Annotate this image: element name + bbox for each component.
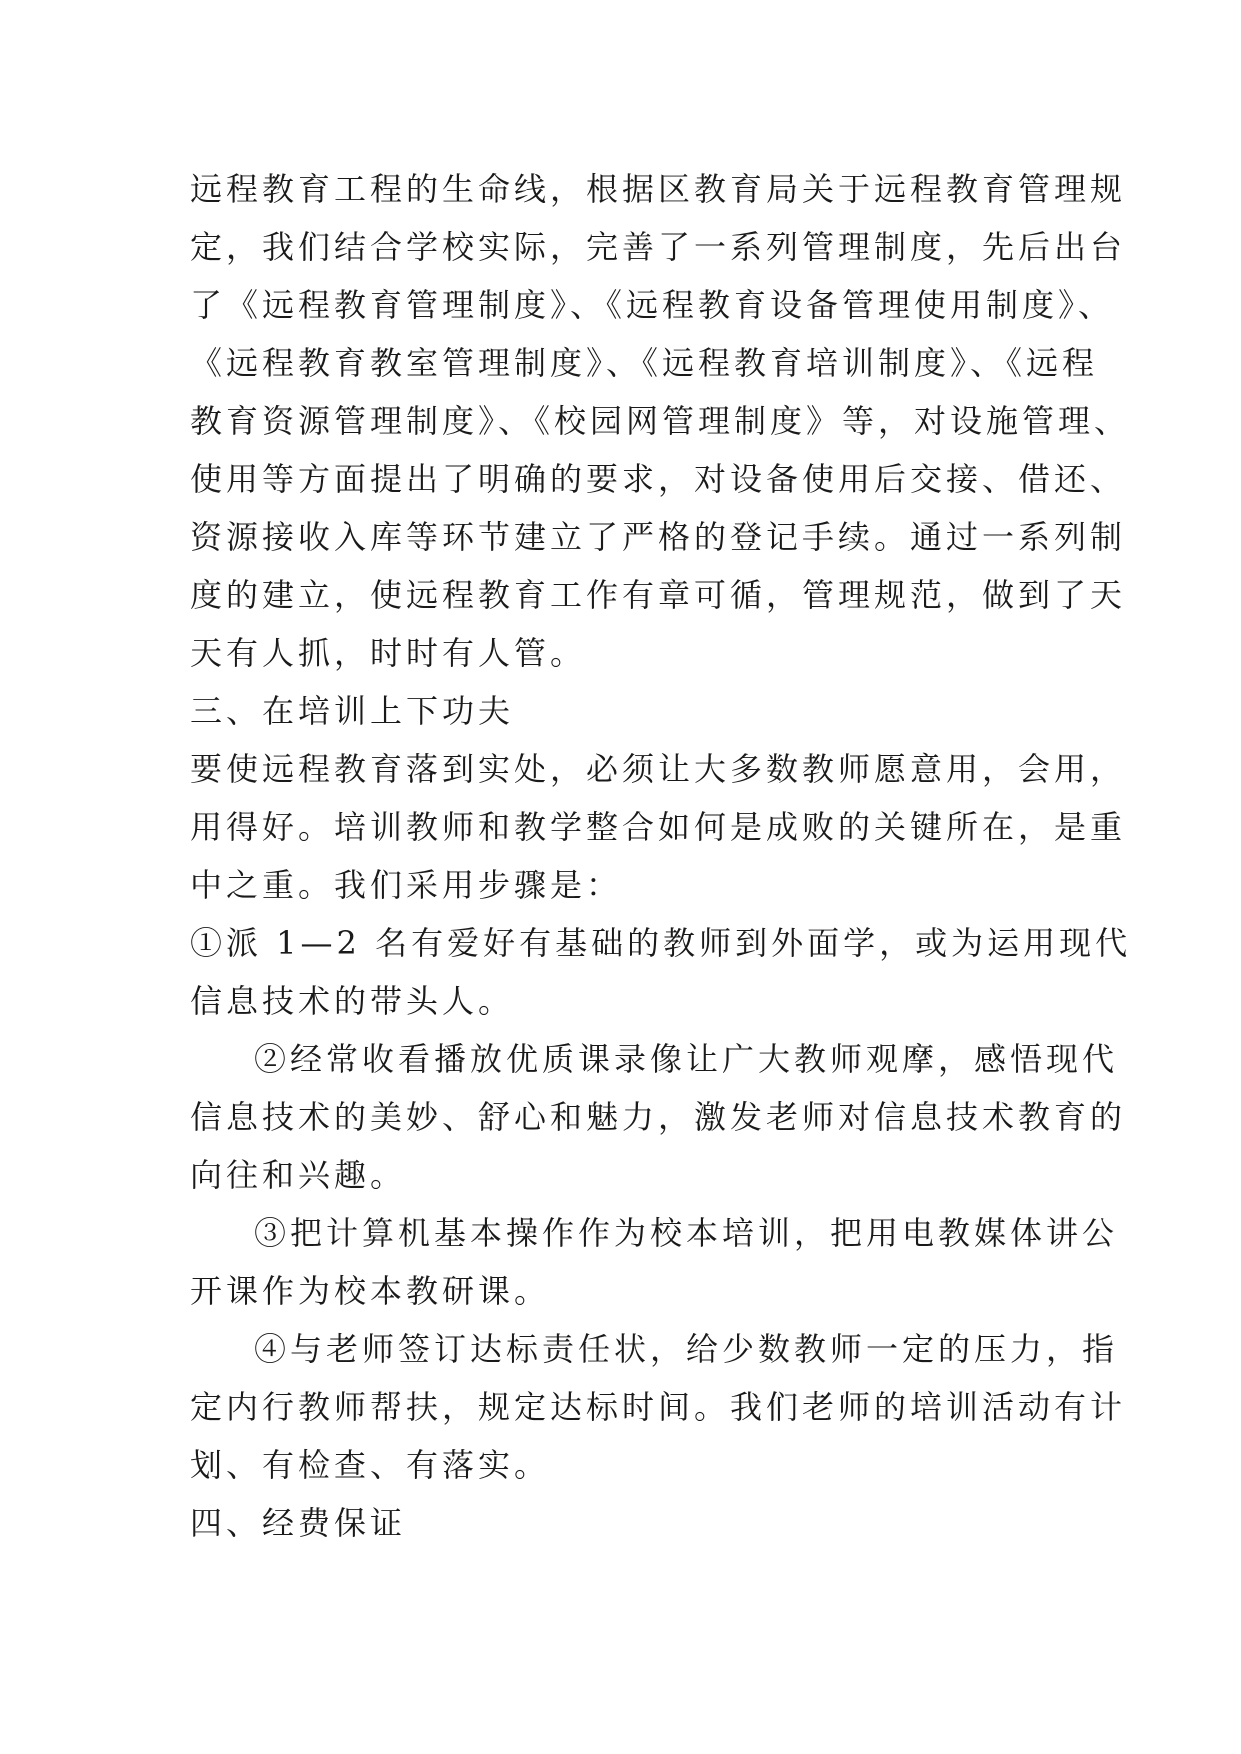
text-line: 定，我们结合学校实际，完善了一系列管理制度，先后出台 xyxy=(190,228,1127,266)
text-line: 教育资源管理制度》、《校园网管理制度》等，对设施管理、 xyxy=(190,402,1131,440)
text-line: 远程教育工程的生命线，根据区教育局关于远程教育管理规 xyxy=(190,170,1127,208)
text-line: 要使远程教育落到实处，必须让大多数教师愿意用，会用， xyxy=(190,750,1127,788)
text-line: 向往和兴趣。 xyxy=(190,1156,407,1194)
text-line: 用得好。培训教师和教学整合如何是成败的关键所在，是重 xyxy=(190,808,1127,846)
text-line: 信息技术的带头人。 xyxy=(190,982,515,1020)
text-line: 资源接收入库等环节建立了严格的登记手续。通过一系列制 xyxy=(190,518,1127,556)
text-line: 定内行教师帮扶，规定达标时间。我们老师的培训活动有计 xyxy=(190,1388,1127,1426)
text-line: 《远程教育教室管理制度》、《远程教育培训制度》、《远程 xyxy=(190,344,1099,382)
section-heading: 三、在培训上下功夫 xyxy=(190,692,515,730)
list-item-line: ③把计算机基本操作作为校本培训，把用电教媒体讲公 xyxy=(254,1214,1119,1252)
text-line: 划、有检查、有落实。 xyxy=(190,1446,551,1484)
text-line: 信息技术的美妙、舒心和魅力，激发老师对信息技术教育的 xyxy=(190,1098,1127,1136)
document-body xyxy=(190,160,1132,1552)
text-line: 度的建立，使远程教育工作有章可循，管理规范，做到了天 xyxy=(190,576,1127,614)
text-line: 使用等方面提出了明确的要求，对设备使用后交接、借还、 xyxy=(190,460,1127,498)
text-line: 中之重。我们采用步骤是： xyxy=(190,866,623,904)
text-line: 天有人抓，时时有人管。 xyxy=(190,634,587,672)
list-item-line: ④与老师签订达标责任状，给少数教师一定的压力，指 xyxy=(254,1330,1119,1368)
list-item-line: ①派 1—2 名有爱好有基础的教师到外面学，或为运用现代 xyxy=(190,924,1132,962)
text-line: 开课作为校本教研课。 xyxy=(190,1272,551,1310)
section-heading: 四、经费保证 xyxy=(190,1504,407,1542)
text-line: 了《远程教育管理制度》、《远程教育设备管理使用制度》、 xyxy=(190,286,1115,324)
list-item-line: ②经常收看播放优质课录像让广大教师观摩，感悟现代 xyxy=(254,1040,1119,1078)
